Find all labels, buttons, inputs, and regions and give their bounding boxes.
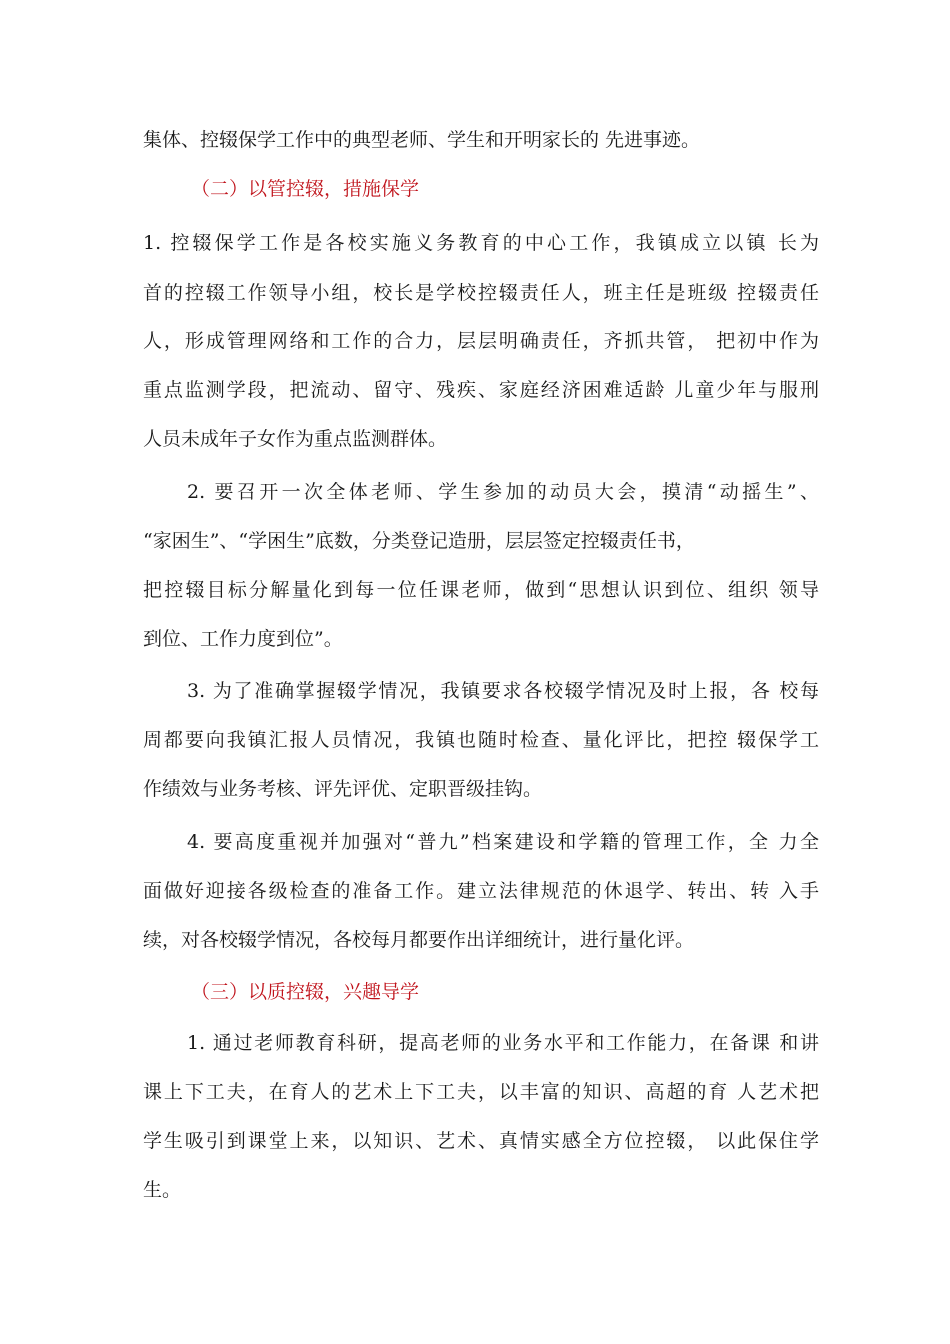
body-line: 3. 为了准确掌握辍学情况，我镇要求各校辍学情况及时上报，各 校每 [187,680,819,702]
body-line: 4. 要高度重视并加强对“普九”档案建设和学籍的管理工作，全 力全 [187,831,819,853]
body-line: 2. 要召开一次全体老师、学生参加的动员大会，摸清“动摇生”、 [187,481,819,503]
body-line: “家困生”、“学困生”底数，分类登记造册，层层签定控辍责任书， [143,530,695,552]
body-line: 重点监测学段，把流动、留守、残疾、家庭经济困难适龄 儿童少年与服刑 [143,379,819,401]
body-line: 课上下工夫，在育人的艺术上下工夫，以丰富的知识、高超的育 人艺术把 [143,1081,819,1103]
body-line: 把控辍目标分解量化到每一位任课老师，做到“思想认识到位、组织 领导 [143,579,819,601]
section-heading-2: （二）以管控辍，措施保学 [191,178,420,200]
body-line: 周都要向我镇汇报人员情况，我镇也随时检查、量化评比，把控 辍保学工 [143,729,819,751]
body-line: 面做好迎接各级检查的准备工作。建立法律规范的休退学、转出、转 入手 [143,880,819,902]
body-line: 学生吸引到课堂上来，以知识、艺术、真情实感全方位控辍， 以此保住学 [143,1130,819,1152]
body-line: 人员未成年子女作为重点监测群体。 [143,428,448,450]
body-line: 首的控辍工作领导小组，校长是学校控辍责任人，班主任是班级 控辍责任 [143,282,819,304]
body-line: 集体、控辍保学工作中的典型老师、学生和开明家长的 先进事迹。 [143,129,701,151]
body-line: 人，形成管理网络和工作的合力，层层明确责任，齐抓共管， 把初中作为 [143,330,819,352]
body-line: 作绩效与业务考核、评先评优、定职晋级挂钩。 [143,778,543,800]
body-line: 1. 通过老师教育科研，提高老师的业务水平和工作能力，在备课 和讲 [187,1032,819,1054]
section-heading-3: （三）以质控辍，兴趣导学 [191,981,420,1003]
body-line: 续，对各校辍学情况，各校每月都要作出详细统计，进行量化评。 [143,929,695,951]
body-line: 1. 控辍保学工作是各校实施义务教育的中心工作，我镇成立以镇 长为 [143,232,819,254]
body-line: 到位、工作力度到位”。 [143,628,343,650]
body-line: 生。 [143,1179,182,1201]
